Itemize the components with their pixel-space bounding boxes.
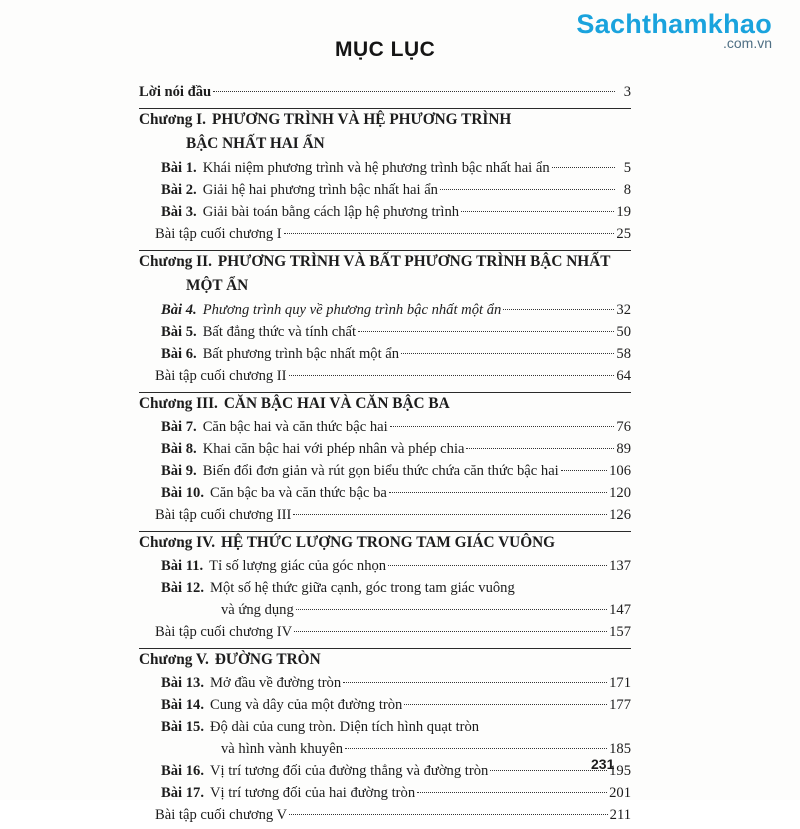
lesson-title: Vị trí tương đối của hai đường tròn	[209, 785, 416, 801]
toc-page-number: 157	[609, 624, 631, 640]
toc-page-number: 50	[616, 324, 631, 340]
toc-page-number: 106	[609, 463, 631, 479]
lesson-number: Bài 13.	[161, 675, 204, 691]
chapter-title-line2: BẬC NHẤT HAI ẨN	[186, 135, 325, 152]
lesson-title: Căn bậc ba và căn thức bậc ba	[209, 485, 387, 501]
dot-leader	[388, 565, 607, 566]
chapter-heading	[139, 534, 631, 558]
lesson-number: Bài 3.	[161, 204, 197, 220]
lesson-number: Bài 12.	[161, 580, 204, 596]
dot-leader	[345, 748, 607, 749]
chapter-heading	[139, 111, 631, 135]
dot-leader	[461, 211, 614, 212]
dot-leader	[358, 331, 614, 332]
lesson-title: Khai căn bậc hai với phép nhân và phép chia	[202, 441, 465, 457]
table-of-contents	[139, 84, 631, 829]
dot-leader	[289, 375, 615, 376]
toc-page-number: 201	[609, 785, 631, 801]
toc-entry-lesson	[139, 675, 631, 697]
toc-page-number: 147	[609, 602, 631, 618]
chapter-heading	[139, 395, 631, 419]
dot-leader	[294, 631, 607, 632]
toc-entry-lesson	[139, 785, 631, 807]
toc-entry-lesson	[139, 558, 631, 580]
toc-page-number: 8	[623, 182, 631, 198]
lesson-title: Bất đẳng thức và tính chất	[202, 324, 357, 340]
toc-entry-lesson-continued	[139, 741, 631, 763]
chapter-label: Chương I.	[139, 111, 206, 128]
toc-page-number: 185	[609, 741, 631, 757]
toc-page-number: 177	[609, 697, 631, 713]
lesson-number: Bài 2.	[161, 182, 197, 198]
toc-page-number: 76	[616, 419, 631, 435]
toc-page-number: 171	[609, 675, 631, 691]
chapter-title-continued	[139, 277, 631, 302]
toc-entry-lesson	[139, 697, 631, 719]
dot-leader	[343, 682, 607, 683]
lesson-number: Bài 10.	[161, 485, 204, 501]
lesson-number: Bài 8.	[161, 441, 197, 457]
toc-entry-lesson	[139, 580, 631, 602]
review-title: Bài tập cuối chương IV	[155, 624, 293, 640]
chapter-1	[139, 108, 631, 248]
toc-page-number: 58	[616, 346, 631, 362]
chapter-heading	[139, 651, 631, 675]
page-number: 231	[591, 756, 615, 772]
lesson-title: Phương trình quy về phương trình bậc nhất một ẩn	[202, 302, 502, 318]
dot-leader	[213, 91, 615, 92]
toc-entry-review	[139, 507, 631, 529]
chapter-label: Chương V.	[139, 651, 209, 668]
toc-entry-lesson	[139, 302, 631, 324]
lesson-title-line2: và ứng dụng	[221, 602, 294, 618]
chapter-4	[139, 531, 631, 646]
toc-entry-preface	[139, 84, 631, 106]
dot-leader	[390, 426, 615, 427]
toc-page-number: 5	[623, 160, 631, 176]
chapter-title-continued	[139, 135, 631, 160]
lesson-number: Bài 14.	[161, 697, 204, 713]
dot-leader	[417, 792, 607, 793]
lesson-title: Giải hệ hai phương trình bậc nhất hai ẩn	[202, 182, 438, 198]
lesson-number: Bài 1.	[161, 160, 197, 176]
toc-page-number: 211	[609, 807, 631, 823]
dot-leader	[289, 814, 608, 815]
review-title: Bài tập cuối chương II	[155, 368, 287, 384]
dot-leader	[552, 167, 615, 168]
toc-entry-lesson	[139, 719, 631, 741]
lesson-title: Khái niệm phương trình và hệ phương trình bậc nhất hai ẩn	[202, 160, 550, 176]
review-title: Bài tập cuối chương V	[155, 807, 288, 823]
toc-page-number: 3	[623, 84, 631, 100]
toc-entry-lesson	[139, 324, 631, 346]
toc-page-number: 32	[616, 302, 631, 318]
toc-entry-review	[139, 807, 631, 829]
lesson-number: Bài 11.	[161, 558, 204, 574]
lesson-title: Một số hệ thức giữa cạnh, góc trong tam giác vuông	[209, 580, 515, 596]
toc-page-number: 120	[609, 485, 631, 501]
lesson-title: Cung và dây của một đường tròn	[209, 697, 403, 713]
toc-entry-lesson	[139, 485, 631, 507]
review-title: Bài tập cuối chương III	[155, 507, 292, 523]
chapter-heading	[139, 253, 631, 277]
chapter-2	[139, 250, 631, 390]
toc-entry-review	[139, 368, 631, 390]
toc-page-number: 64	[616, 368, 631, 384]
lesson-title: Vị trí tương đối của đường thẳng và đường tròn	[209, 763, 489, 779]
dot-leader	[389, 492, 607, 493]
lesson-number: Bài 6.	[161, 346, 197, 362]
lesson-number: Bài 9.	[161, 463, 197, 479]
chapter-3	[139, 392, 631, 529]
dot-leader	[490, 770, 607, 771]
dot-leader	[284, 233, 615, 234]
chapter-title: PHƯƠNG TRÌNH VÀ HỆ PHƯƠNG TRÌNH	[211, 111, 512, 128]
chapter-title: ĐƯỜNG TRÒN	[214, 651, 321, 668]
toc-entry-text: Lời nói đầu	[139, 84, 212, 100]
lesson-number: Bài 4.	[161, 302, 197, 318]
dot-leader	[503, 309, 614, 310]
chapter-title: CĂN BẬC HAI VÀ CĂN BẬC BA	[223, 395, 450, 412]
chapter-label: Chương IV.	[139, 534, 216, 551]
watermark-brand: Sachthamkhao	[576, 9, 772, 39]
watermark-logo	[576, 10, 772, 50]
toc-page-number: 137	[609, 558, 631, 574]
chapter-label: Chương III.	[139, 395, 218, 412]
review-title: Bài tập cuối chương I	[155, 226, 282, 242]
lesson-number: Bài 16.	[161, 763, 204, 779]
lesson-title: Căn bậc hai và căn thức bậc hai	[202, 419, 388, 435]
dot-leader	[293, 514, 607, 515]
lesson-title-line2: và hình vành khuyên	[221, 741, 343, 757]
toc-entry-lesson	[139, 182, 631, 204]
toc-page-number: 19	[616, 204, 631, 220]
toc-entry-lesson	[139, 160, 631, 182]
lesson-title: Tỉ số lượng giác của góc nhọn	[209, 558, 387, 574]
toc-page-number: 195	[609, 763, 631, 779]
lesson-number: Bài 7.	[161, 419, 197, 435]
toc-page-number: 89	[616, 441, 631, 457]
lesson-title: Giải bài toán bằng cách lập hệ phương trình	[202, 204, 460, 220]
toc-entry-review	[139, 226, 631, 248]
dot-leader	[404, 704, 607, 705]
dot-leader	[561, 470, 607, 471]
toc-entry-lesson	[139, 346, 631, 368]
dot-leader	[466, 448, 614, 449]
chapter-title-line2: MỘT ẨN	[186, 277, 249, 294]
chapter-label: Chương II.	[139, 253, 212, 270]
page-title: MỤC LỤC	[335, 38, 436, 61]
chapter-title: PHƯƠNG TRÌNH VÀ BẤT PHƯƠNG TRÌNH BẬC NHẤT	[217, 253, 611, 270]
dot-leader	[401, 353, 614, 354]
lesson-number: Bài 17.	[161, 785, 204, 801]
toc-entry-review	[139, 624, 631, 646]
toc-page-number: 126	[609, 507, 631, 523]
toc-entry-lesson	[139, 763, 631, 785]
toc-entry-lesson	[139, 419, 631, 441]
dot-leader	[296, 609, 607, 610]
chapter-title: HỆ THỨC LƯỢNG TRONG TAM GIÁC VUÔNG	[221, 534, 556, 551]
toc-entry-lesson	[139, 463, 631, 485]
toc-page-number: 25	[616, 226, 631, 242]
lesson-number: Bài 15.	[161, 719, 204, 735]
dot-leader	[440, 189, 615, 190]
toc-entry-lesson	[139, 441, 631, 463]
lesson-title: Mở đầu về đường tròn	[209, 675, 342, 691]
toc-entry-lesson	[139, 204, 631, 226]
toc-entry-lesson-continued	[139, 602, 631, 624]
lesson-title: Bất phương trình bậc nhất một ẩn	[202, 346, 400, 362]
lesson-number: Bài 5.	[161, 324, 197, 340]
lesson-title: Độ dài của cung tròn. Diện tích hình quạt tròn	[209, 719, 480, 735]
chapter-5	[139, 648, 631, 829]
watermark-domain: .com.vn	[722, 35, 772, 51]
lesson-title: Biến đổi đơn giản và rút gọn biểu thức chứa căn thức bậc hai	[202, 463, 559, 479]
